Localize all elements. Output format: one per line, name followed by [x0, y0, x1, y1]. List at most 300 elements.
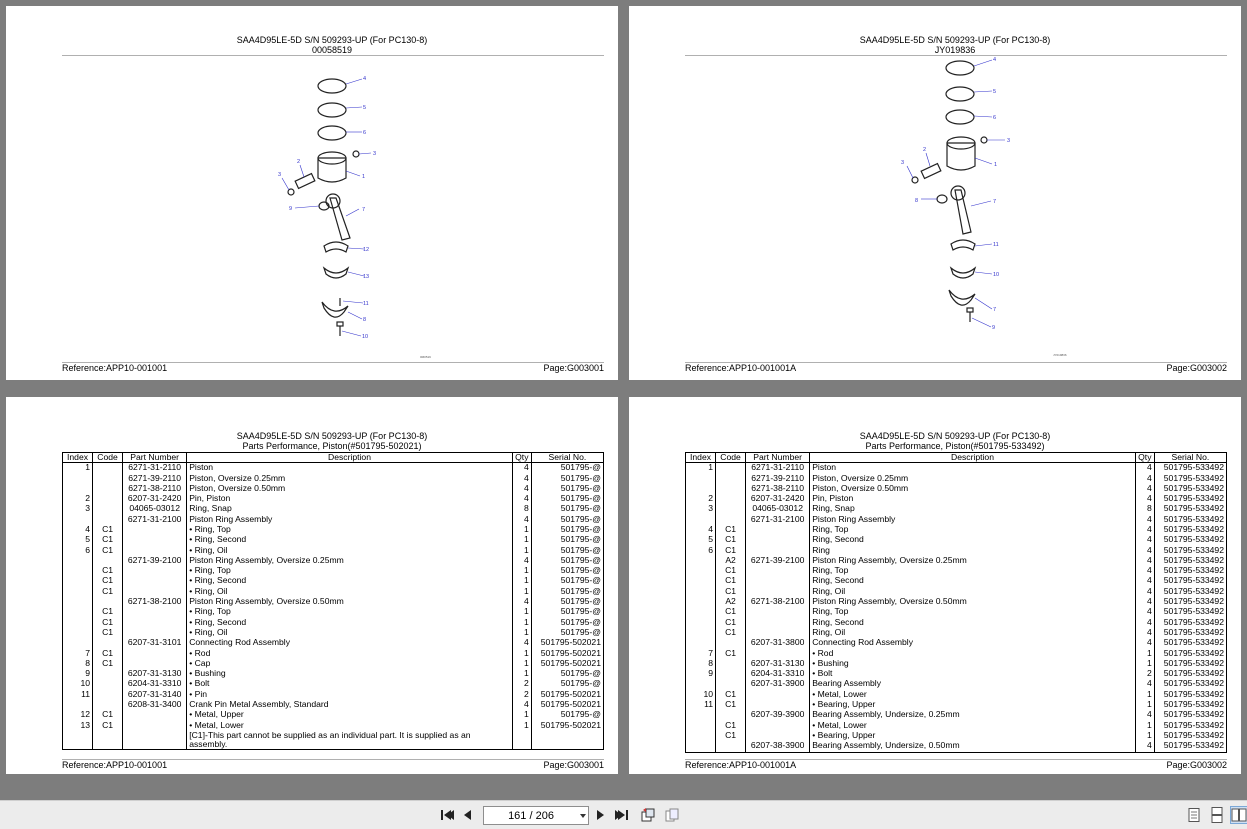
- table-row: [63, 463, 604, 474]
- table-cell: C1: [716, 535, 746, 545]
- table-cell: 4: [1135, 474, 1154, 484]
- table-cell: 6271-39-2110: [746, 474, 810, 484]
- continuous-icon[interactable]: [1209, 807, 1225, 823]
- table-row: [63, 525, 604, 535]
- table-cell: [123, 710, 187, 720]
- column-header: Description: [187, 453, 513, 463]
- table-row: [686, 700, 1227, 710]
- table-cell: [746, 576, 810, 586]
- exploded-parts-diagram: [629, 6, 1241, 380]
- table-cell: C1: [93, 710, 123, 720]
- column-header: Code: [93, 453, 123, 463]
- table-cell: 1: [512, 669, 531, 679]
- table-cell: C1: [93, 618, 123, 628]
- table-cell: [686, 731, 716, 741]
- table-cell: [93, 690, 123, 700]
- table-cell: [63, 566, 93, 576]
- table-cell: 501795-@: [531, 618, 603, 628]
- page-indicator: 161 / 206: [508, 809, 554, 822]
- table-cell: 501795-@: [531, 535, 603, 545]
- table-cell: 501795-533492: [1154, 700, 1226, 710]
- table-cell: 501795-@: [531, 628, 603, 638]
- table-cell: [123, 721, 187, 731]
- table-cell: [686, 618, 716, 628]
- table-row: [686, 721, 1227, 731]
- table-cell: 6: [63, 546, 93, 556]
- page-title: SAA4D95LE-5D S/N 509293-UP (For PC130-8): [236, 35, 428, 45]
- first-page-icon[interactable]: [439, 807, 455, 823]
- exploded-parts-diagram: [6, 6, 618, 380]
- table-cell: [63, 628, 93, 638]
- table-cell: Ring, Oil: [810, 587, 1136, 597]
- table-row: [63, 659, 604, 669]
- table-cell: • Metal, Upper: [187, 710, 513, 720]
- table-cell: 6207-31-3101: [123, 638, 187, 648]
- table-cell: [686, 597, 716, 607]
- bearing-upper-shape: [951, 268, 975, 278]
- table-cell: 1: [512, 587, 531, 597]
- table-cell: 8: [1135, 504, 1154, 514]
- parts-table: [685, 452, 1227, 753]
- table-cell: 4: [1135, 535, 1154, 545]
- table-cell: • Cap: [187, 659, 513, 669]
- callout-label: 8: [915, 198, 919, 204]
- callout-label: 7: [993, 307, 997, 313]
- table-cell: 1: [1135, 721, 1154, 731]
- metal-upper-shape: [324, 242, 348, 252]
- table-cell: 501795-533492: [1154, 679, 1226, 689]
- cap-shape: [322, 302, 348, 317]
- table-cell: 8: [512, 504, 531, 514]
- table-cell: [686, 556, 716, 566]
- page-number-label: Page:G003001: [543, 760, 604, 770]
- table-cell: [93, 731, 123, 750]
- table-row: [63, 484, 604, 494]
- table-cell: 501795-@: [531, 710, 603, 720]
- table-row: [686, 669, 1227, 679]
- table-cell: 4: [1135, 741, 1154, 752]
- page-diagram-right: [629, 6, 1241, 380]
- table-row: [686, 546, 1227, 556]
- table-row: [63, 587, 604, 597]
- table-cell: [716, 463, 746, 474]
- table-cell: [123, 525, 187, 535]
- page-parts-left: [6, 397, 618, 774]
- table-cell: [746, 700, 810, 710]
- table-cell: [746, 618, 810, 628]
- table-cell: Connecting Rod Assembly: [810, 638, 1136, 648]
- table-cell: 4: [1135, 679, 1154, 689]
- callout-label: 10: [362, 334, 369, 340]
- table-cell: Ring, Top: [810, 607, 1136, 617]
- table-cell: 501795-533492: [1154, 669, 1226, 679]
- table-cell: 3: [686, 504, 716, 514]
- table-cell: [123, 546, 187, 556]
- table-cell: 4: [1135, 556, 1154, 566]
- table-row: [686, 659, 1227, 669]
- table-cell: 1: [1135, 690, 1154, 700]
- table-cell: Crank Pin Metal Assembly, Standard: [187, 700, 513, 710]
- table-cell: [531, 731, 603, 750]
- table-cell: [63, 484, 93, 494]
- table-cell: 1: [1135, 700, 1154, 710]
- page-title: SAA4D95LE-5D S/N 509293-UP (For PC130-8): [859, 431, 1051, 441]
- page-subtitle: Parts Performance, Piston(#501795-502021): [242, 441, 422, 451]
- table-cell: Ring, Snap: [810, 504, 1136, 514]
- table-cell: [63, 556, 93, 566]
- callout-label: 13: [363, 274, 370, 280]
- table-cell: 501795-533492: [1154, 597, 1226, 607]
- table-row: [686, 628, 1227, 638]
- table-cell: 501795-@: [531, 556, 603, 566]
- two-page-icon[interactable]: [1231, 807, 1247, 823]
- callout-label: 3: [1007, 138, 1011, 144]
- page-subtitle: 00058519: [311, 45, 353, 55]
- table-cell: 501795-@: [531, 546, 603, 556]
- table-row: [63, 618, 604, 628]
- table-cell: Ring, Second: [810, 535, 1136, 545]
- table-cell: 1: [512, 576, 531, 586]
- table-cell: 501795-@: [531, 463, 603, 474]
- table-cell: [716, 679, 746, 689]
- callout-label: 11: [363, 301, 369, 307]
- table-cell: 4: [1135, 587, 1154, 597]
- prev-page-icon[interactable]: [460, 807, 476, 823]
- table-cell: [716, 474, 746, 484]
- table-cell: 1: [512, 628, 531, 638]
- page-subtitle: Parts Performance, Piston(#501795-533492): [865, 441, 1045, 451]
- table-cell: [63, 515, 93, 525]
- table-cell: 4: [1135, 546, 1154, 556]
- table-cell: 4: [512, 494, 531, 504]
- table-row: [63, 731, 604, 750]
- table-cell: [686, 515, 716, 525]
- table-cell: 4: [1135, 494, 1154, 504]
- table-cell: [C1]-This part cannot be supplied as an individual part. It is supplied as an assembly.: [187, 731, 513, 750]
- table-cell: • Ring, Oil: [187, 628, 513, 638]
- table-cell: [63, 576, 93, 586]
- table-cell: 4: [1135, 515, 1154, 525]
- table-cell: [123, 566, 187, 576]
- callout-label: 3: [901, 160, 905, 166]
- table-cell: 4: [512, 597, 531, 607]
- table-cell: [746, 535, 810, 545]
- table-cell: 04065-03012: [746, 504, 810, 514]
- table-cell: Piston, Oversize 0.25mm: [810, 474, 1136, 484]
- callout-label: 4: [363, 76, 367, 82]
- table-cell: C1: [93, 659, 123, 669]
- callout-label: 4: [993, 57, 997, 63]
- callout-label: 11: [993, 242, 999, 248]
- table-cell: 3: [63, 504, 93, 514]
- callout-label: 3: [278, 172, 282, 178]
- table-cell: C1: [716, 576, 746, 586]
- table-cell: [63, 474, 93, 484]
- table-row: [686, 556, 1227, 566]
- page-subtitle: JY019836: [934, 45, 976, 55]
- table-row: [686, 494, 1227, 504]
- callout-label: 9: [289, 206, 293, 212]
- ring-top-shape: [946, 61, 974, 75]
- table-cell: 4: [1135, 618, 1154, 628]
- table-row: [63, 556, 604, 566]
- table-cell: 501795-533492: [1154, 525, 1226, 535]
- callout-label: 5: [993, 89, 997, 95]
- column-header: Part Number: [746, 453, 810, 463]
- table-cell: [716, 494, 746, 504]
- table-cell: 04065-03012: [123, 504, 187, 514]
- next-page-icon[interactable]: [592, 807, 608, 823]
- table-cell: 6207-39-3900: [746, 710, 810, 720]
- table-row: [686, 607, 1227, 617]
- callout-label: 7: [993, 199, 997, 205]
- table-cell: [746, 525, 810, 535]
- connecting-rod-shape: [955, 190, 971, 234]
- callout-label: 10: [993, 272, 1000, 278]
- table-cell: 1: [512, 659, 531, 669]
- table-cell: 501795-533492: [1154, 628, 1226, 638]
- table-cell: 6271-38-2100: [746, 597, 810, 607]
- column-header: Part Number: [123, 453, 187, 463]
- table-cell: [63, 597, 93, 607]
- callout-label: 1: [994, 162, 998, 168]
- table-cell: 6271-38-2110: [746, 484, 810, 494]
- piston-shape: [318, 158, 346, 182]
- table-cell: 501795-533492: [1154, 494, 1226, 504]
- page-number-input[interactable]: [483, 806, 589, 825]
- bushing-shape: [937, 195, 947, 203]
- table-row: [63, 690, 604, 700]
- callout-label: 2: [923, 147, 927, 153]
- table-cell: 4: [1135, 628, 1154, 638]
- table-cell: 6271-31-2110: [746, 463, 810, 474]
- table-cell: [123, 607, 187, 617]
- callout-label: 1: [362, 174, 366, 180]
- table-cell: [63, 607, 93, 617]
- table-row: [63, 494, 604, 504]
- table-cell: 2: [512, 679, 531, 689]
- column-header: Qty: [1135, 453, 1154, 463]
- table-cell: [93, 679, 123, 689]
- table-cell: [686, 484, 716, 494]
- page-number-label: Page:G003001: [543, 363, 604, 373]
- ring-top-shape: [318, 79, 346, 93]
- callout-label: 2: [297, 159, 301, 165]
- table-cell: 6271-39-2100: [746, 556, 810, 566]
- image-code: 0M0519: [420, 355, 431, 359]
- table-cell: Piston Ring Assembly: [810, 515, 1136, 525]
- table-cell: A2: [716, 556, 746, 566]
- table-cell: 501795-502021: [531, 638, 603, 648]
- table-cell: [93, 494, 123, 504]
- table-row: [63, 515, 604, 525]
- table-cell: 501795-533492: [1154, 649, 1226, 659]
- table-cell: [93, 504, 123, 514]
- table-cell: • Bolt: [187, 679, 513, 689]
- table-cell: 2: [686, 494, 716, 504]
- table-cell: Piston, Oversize 0.25mm: [187, 474, 513, 484]
- table-cell: 501795-@: [531, 607, 603, 617]
- table-cell: 501795-533492: [1154, 535, 1226, 545]
- reference-label: Reference:APP10-001001A: [685, 760, 797, 770]
- table-cell: • Ring, Top: [187, 607, 513, 617]
- table-row: [686, 649, 1227, 659]
- table-cell: 1: [512, 566, 531, 576]
- table-cell: [123, 535, 187, 545]
- table-row: [686, 463, 1227, 474]
- table-cell: 501795-533492: [1154, 484, 1226, 494]
- table-cell: 4: [512, 638, 531, 648]
- table-cell: 501795-533492: [1154, 690, 1226, 700]
- table-cell: A2: [716, 597, 746, 607]
- single-page-icon[interactable]: [1186, 807, 1202, 823]
- table-cell: [63, 618, 93, 628]
- table-cell: 501795-@: [531, 484, 603, 494]
- table-cell: 6204-31-3310: [123, 679, 187, 689]
- table-cell: 2: [1135, 669, 1154, 679]
- page-title: SAA4D95LE-5D S/N 509293-UP (For PC130-8): [236, 431, 428, 441]
- table-row: [686, 597, 1227, 607]
- table-cell: 6207-31-3130: [123, 669, 187, 679]
- table-cell: 4: [512, 484, 531, 494]
- table-cell: [63, 700, 93, 710]
- table-cell: • Ring, Top: [187, 525, 513, 535]
- table-cell: [123, 618, 187, 628]
- table-cell: 13: [63, 721, 93, 731]
- table-cell: 6207-31-3140: [123, 690, 187, 700]
- table-cell: C1: [93, 587, 123, 597]
- page-number-label: Page:G003002: [1166, 760, 1227, 770]
- table-cell: [716, 515, 746, 525]
- table-cell: Ring, Second: [810, 618, 1136, 628]
- piston-pin-shape: [295, 174, 315, 189]
- reference-label: Reference:APP10-001001: [62, 363, 168, 373]
- table-cell: 501795-533492: [1154, 741, 1226, 752]
- connecting-rod-shape: [330, 198, 350, 240]
- table-cell: [746, 566, 810, 576]
- table-cell: 6207-31-2420: [746, 494, 810, 504]
- table-cell: [93, 474, 123, 484]
- table-cell: [746, 649, 810, 659]
- table-cell: 6271-31-2100: [123, 515, 187, 525]
- table-cell: Bearing Assembly, Undersize, 0.25mm: [810, 710, 1136, 720]
- table-row: [63, 638, 604, 648]
- table-cell: [746, 587, 810, 597]
- table-cell: Piston Ring Assembly: [187, 515, 513, 525]
- table-cell: 501795-@: [531, 515, 603, 525]
- table-cell: • Ring, Top: [187, 566, 513, 576]
- table-cell: 501795-533492: [1154, 731, 1226, 741]
- table-cell: 9: [63, 669, 93, 679]
- image-code: JY019836: [1053, 353, 1067, 357]
- table-cell: 6207-31-3900: [746, 679, 810, 689]
- last-page-icon[interactable]: [614, 807, 630, 823]
- table-cell: 501795-533492: [1154, 721, 1226, 731]
- table-row: [63, 628, 604, 638]
- table-cell: 6207-38-3900: [746, 741, 810, 752]
- table-cell: 11: [63, 690, 93, 700]
- table-cell: • Metal, Lower: [810, 721, 1136, 731]
- table-cell: [93, 463, 123, 474]
- table-cell: • Bushing: [187, 669, 513, 679]
- table-cell: [686, 638, 716, 648]
- table-cell: Ring, Second: [810, 576, 1136, 586]
- table-cell: C1: [93, 535, 123, 545]
- table-cell: [716, 710, 746, 720]
- table-cell: • Rod: [187, 649, 513, 659]
- rotate-icon[interactable]: [640, 807, 656, 823]
- table-cell: [746, 628, 810, 638]
- table-cell: 6271-39-2110: [123, 474, 187, 484]
- table-cell: 4: [1135, 607, 1154, 617]
- callout-label: 9: [992, 325, 996, 331]
- table-cell: 9: [686, 669, 716, 679]
- chevron-down-icon[interactable]: [578, 811, 588, 821]
- metal-lower-shape: [324, 268, 348, 278]
- table-cell: 501795-@: [531, 587, 603, 597]
- table-cell: [63, 731, 93, 750]
- callout-label: 5: [363, 105, 367, 111]
- table-cell: C1: [93, 576, 123, 586]
- table-cell: 501795-533492: [1154, 463, 1226, 474]
- ring-oil-shape: [318, 126, 346, 140]
- table-cell: 7: [63, 649, 93, 659]
- table-cell: C1: [93, 607, 123, 617]
- table-cell: [716, 659, 746, 669]
- table-row: [63, 597, 604, 607]
- table-row: [63, 576, 604, 586]
- table-cell: 4: [1135, 597, 1154, 607]
- column-header: Serial No.: [1154, 453, 1226, 463]
- table-cell: C1: [716, 721, 746, 731]
- table-cell: 501795-533492: [1154, 556, 1226, 566]
- column-header: Index: [63, 453, 93, 463]
- table-cell: [716, 484, 746, 494]
- table-row: [63, 607, 604, 617]
- table-cell: [716, 669, 746, 679]
- table-cell: 4: [1135, 638, 1154, 648]
- column-header: Qty: [512, 453, 531, 463]
- table-cell: 1: [512, 546, 531, 556]
- table-cell: Piston Ring Assembly, Oversize 0.25mm: [187, 556, 513, 566]
- table-cell: 501795-533492: [1154, 474, 1226, 484]
- table-cell: 501795-533492: [1154, 618, 1226, 628]
- table-cell: 501795-533492: [1154, 566, 1226, 576]
- table-cell: 6204-31-3310: [746, 669, 810, 679]
- table-cell: 501795-@: [531, 494, 603, 504]
- table-row: [686, 566, 1227, 576]
- table-cell: 1: [512, 649, 531, 659]
- table-cell: Ring, Top: [810, 525, 1136, 535]
- callout-label: 6: [363, 130, 367, 136]
- table-cell: 6271-38-2100: [123, 597, 187, 607]
- table-row: [686, 474, 1227, 484]
- table-cell: [686, 576, 716, 586]
- table-cell: [123, 628, 187, 638]
- table-cell: 2: [63, 494, 93, 504]
- copy-icon[interactable]: [664, 807, 680, 823]
- column-header: Description: [810, 453, 1136, 463]
- table-cell: 8: [63, 659, 93, 669]
- page-diagram-left: [6, 6, 618, 380]
- table-cell: • Metal, Lower: [810, 690, 1136, 700]
- table-cell: Pin, Piston: [187, 494, 513, 504]
- table-cell: 501795-@: [531, 504, 603, 514]
- ring-second-shape: [318, 103, 346, 117]
- table-row: [686, 525, 1227, 535]
- table-cell: [686, 679, 716, 689]
- table-cell: 12: [63, 710, 93, 720]
